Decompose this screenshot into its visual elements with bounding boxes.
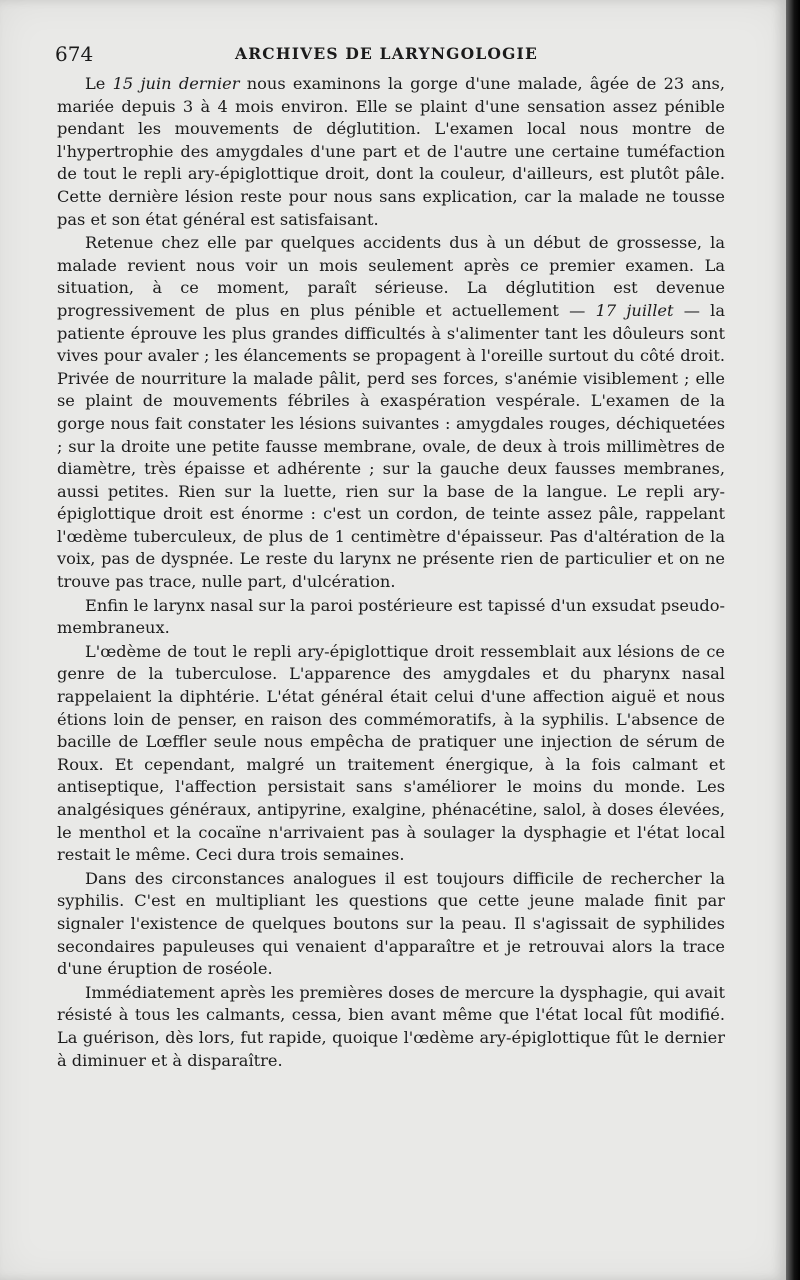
paragraph-5: Dans des circonstances analogues il est toujours difficile de rechercher la syphilis. C'est en multipliant les questions que cette jeune malade finit par signaler l'existence de quelques boutons sur la peau. Il s'agissait de syphilides secondaires papuleuses qui venaient d'apparaître et je retrouvai alors la trace d'une éruption de roséole. — [57, 868, 725, 979]
paragraph-3: Enfin le larynx nasal sur la paroi postérieure est tapissé d'un exsudat pseudo-membraneux. — [57, 595, 725, 638]
paragraph-6: Immédiatement après les premières doses de mercure la dysphagie, qui avait résisté à tous les calmants, cessa, bien avant même que l'état local fût modifié. La guérison, dès lors, fut rapide, quoique l'œdème ary-épiglottique fût le dernier à diminuer et à disparaître. — [57, 982, 725, 1070]
page-edge-shadow — [786, 0, 800, 1280]
date-july: 17 juillet — [595, 300, 674, 320]
page-number: 674 — [55, 42, 94, 66]
paragraph-2-text-after: — la patiente éprouve les plus grandes difficultés à s'alimenter tant les dôuleurs sont vives pour avaler ; les élancements se propagent à l'oreille surtout du côté droit. Privée de nourriture la malade pâlit, perd ses forces, s'anémie visiblement ; elle se plaint de mouvements fébriles à exaspération vespérale. L'examen de la gorge nous fait constater les lésions suivantes : amygdales rouges, déchiquetées ; sur la droite une petite fausse membrane, ovale, de deux à trois millimètres de diamètre, très épaisse et adhérente ; sur la gauche deux fausses membranes, aussi petites. Rien sur la luette, rien sur la base de la langue. Le repli ary-épiglottique droit est énorme : c'est un cordon, de teinte assez pâle, rappelant l'œdème tuberculeux, de plus de 1 centimètre d'épaisseur. Pas d'altération de la voix, pas de dyspnée. Le reste du larynx ne présente rien de particulier et on ne trouve pas trace, nulle part, d'ulcération. — [57, 300, 725, 592]
paragraph-1: Le 15 juin dernier nous examinons la gorge d'une malade, âgée de 23 ans, mariée depuis 3 à 4 mois environ. Elle se plaint d'une sensation assez pénible pendant les mouvements de déglutition. L'examen local nous montre de l'hypertrophie des amygdales d'une part et de l'autre une certaine tuméfaction de tout le repli ary-épiglottique droit, dont la couleur, d'ailleurs, est plutôt pâle. Cette dernière lésion reste pour nous sans explication, car la malade ne tousse pas et son état général est satisfaisant. — [57, 74, 726, 229]
paragraph-1-text: nous examinons la gorge d'une malade, âgée de 23 ans, mariée depuis 3 à 4 mois environ. Elle se plaint d'une sensation assez pénible pendant les mouvements de déglutition. L'examen local nous montre de l'hypertrophie des amygdales d'une part et de l'autre une certaine tuméfaction de tout le repli ary-épiglottique droit, dont la couleur, d'ailleurs, est plutôt pâle. Cette dernière lésion reste pour nous sans explication, car la malade ne tousse pas et son état général est satisfaisant. — [57, 74, 726, 229]
paragraph-4: L'œdème de tout le repli ary-épiglottique droit ressemblait aux lésions de ce genre de la tuberculose. L'apparence des amygdales et du pharynx nasal rappelaient la diphtérie. L'état général était celui d'une affection aiguë et nous étions loin de penser, en raison des commémoratifs, à la syphilis. L'absence de bacille de Lœffler seule nous empêcha de pratiquer une injection de sérum de Roux. Et cependant, malgré un traitement énergique, à la fois calmant et antiseptique, l'affection persistait sans s'améliorer le moins du monde. Les analgésiques généraux, antipyrine, exalgine, phénacétine, salol, à doses élevées, le menthol et la cocaïne n'arrivaient pas à soulager la dysphagie et l'état local restait le même. Ceci dura trois semaines. — [57, 641, 725, 865]
date-june: 15 juin dernier — [112, 74, 240, 93]
paragraph-2-text-before: Retenue chez elle par quelques accidents dus à un début de grossesse, la malade revient nous voir un mois seulement après ce premier examen. La situation, à ce moment, paraît sérieuse. La déglutition est devenue progressivement de plus en plus pénible et actuellement — — [57, 233, 725, 320]
journal-title: ARCHIVES DE LARYNGOLOGIE — [235, 44, 539, 63]
paragraph-2 — [57, 232, 725, 594]
article-body — [57, 73, 725, 1072]
running-head — [55, 40, 735, 70]
